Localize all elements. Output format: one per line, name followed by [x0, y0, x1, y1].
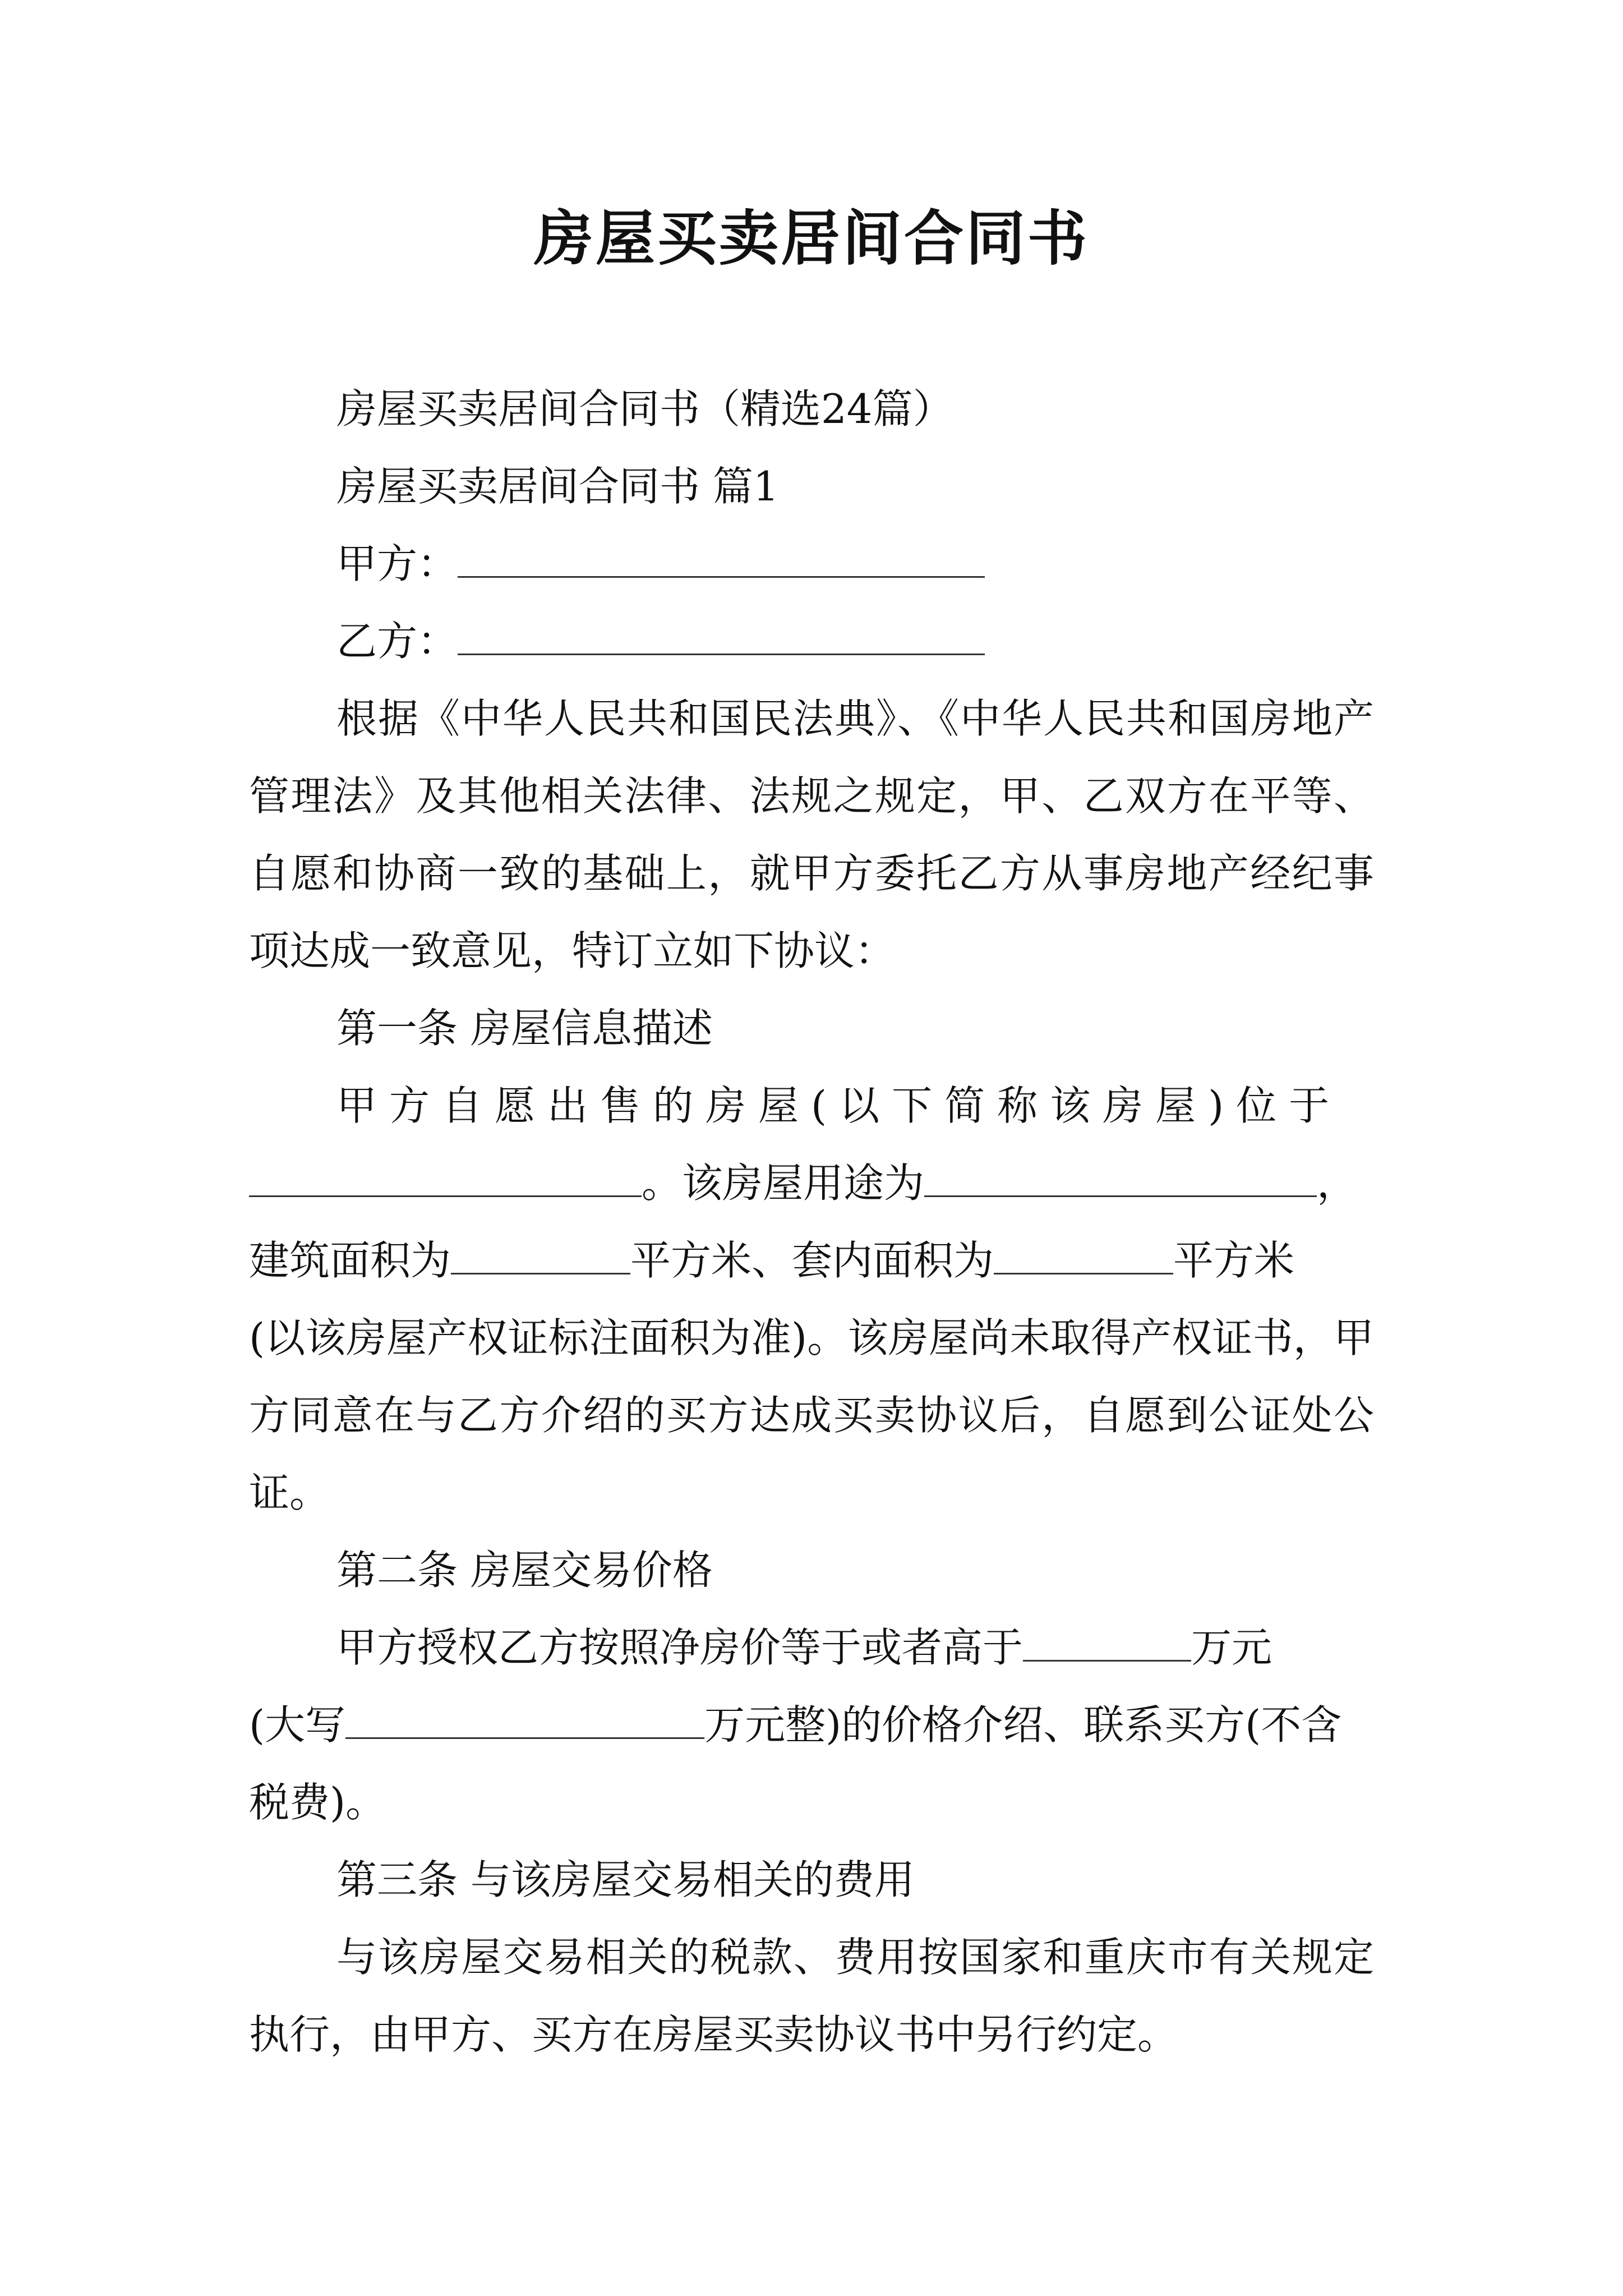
article2-price-line: [249, 1609, 1374, 1686]
article1-area-line: [249, 1222, 1374, 1299]
party-b-blank: [458, 609, 985, 655]
purpose-text: 。该房屋用途为: [642, 1159, 925, 1207]
party-a-label: 甲方：: [336, 540, 458, 587]
article3-text: 与该房屋交易相关的税款、费用按国家和重庆市有关规定执行，由甲方、买方在房屋买卖协议书中另行约定。: [249, 1934, 1374, 2058]
article3-heading: 第三条 与该房屋交易相关的费用: [336, 1856, 915, 1903]
article1-line1: 甲方自愿出售的房屋(以下简称该房屋)位于: [336, 1082, 1342, 1129]
article1-location-line: [249, 1144, 1374, 1222]
article2-unit: 万元: [1191, 1624, 1272, 1671]
daxie-prefix: (大写: [249, 1701, 346, 1749]
section-heading: 房屋买卖居间合同书 篇1: [336, 463, 779, 510]
party-a-blank: [458, 531, 985, 578]
article1-heading: 第一条 房屋信息描述: [336, 1005, 713, 1052]
document-title: 房屋买卖居间合同书: [534, 203, 1089, 273]
article1-rest: (以该房屋产权证标注面积为准)。该房屋尚未取得产权证书，甲方同意在与乙方介绍的买方达成买卖协议后，自愿到公证处公证。: [249, 1314, 1374, 1516]
article2-daxie-block: [249, 1686, 1374, 1841]
purpose-end: ，: [1317, 1159, 1358, 1207]
daxie-blank: [345, 1692, 704, 1739]
area-prefix: 建筑面积为: [249, 1237, 451, 1284]
location-blank: [249, 1151, 642, 1197]
daxie-suffix: 万元整)的价格介绍、联系买方(不含税费)。: [249, 1701, 1342, 1826]
party-a-line: [249, 525, 1374, 602]
article2-heading: 第二条 房屋交易价格: [336, 1547, 713, 1594]
price-blank: [1023, 1615, 1191, 1662]
inner-area-blank: [994, 1228, 1173, 1274]
area-suffix: 平方米: [1173, 1237, 1295, 1284]
intro-paragraph: 根据《中华人民共和国民法典》、《中华人民共和国房地产管理法》及其他相关法律、法规之规定，甲、乙双方在平等、自愿和协商一致的基础上，就甲方委托乙方从事房地产经纪事项达成一致意见，特订立如下协议：: [249, 695, 1374, 974]
area-mid: 平方米、套内面积为: [630, 1237, 994, 1284]
document-subtitle: 房屋买卖居间合同书（精选24篇）: [336, 385, 953, 432]
building-area-blank: [451, 1228, 630, 1274]
party-b-label: 乙方：: [336, 618, 458, 665]
party-b-line: [249, 602, 1374, 680]
article2-text-prefix: 甲方授权乙方按照净房价等于或者高于: [336, 1624, 1023, 1671]
document-body: [249, 370, 1374, 2073]
purpose-blank: [924, 1151, 1317, 1197]
